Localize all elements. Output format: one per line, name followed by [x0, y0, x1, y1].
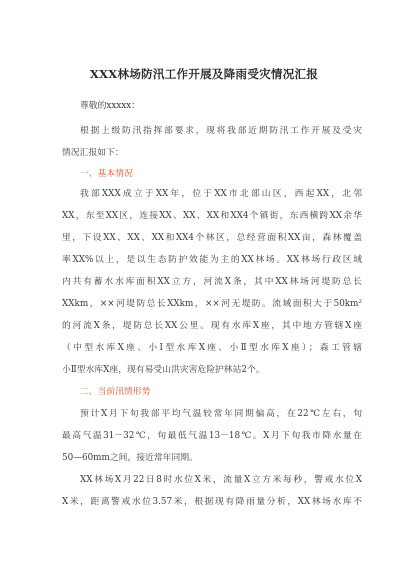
greeting: 尊敬的xxxxx： [80, 101, 140, 111]
paragraph-line: XX林场X月22日8时水位X米，流量X立方米每秒，警戒水位X [80, 475, 362, 485]
paragraph-line: 率XX%以上，是以生态防护效能为主的XX林场。XX林场行政区域 [62, 255, 362, 265]
paragraph-line: 50—60mm之间，接近常年同期。 [62, 453, 198, 463]
paragraph-line: 预计X月下旬我部平均气温较常年同期偏高，在22℃左右，旬 [80, 409, 362, 419]
section-heading-flood-situation: 二、当前汛情形势 [80, 387, 151, 397]
paragraph-line: 我部XXX成立于XX年，位于XX市北部山区，西起XX，北邻 [80, 189, 362, 199]
paragraph-line: 的河流X条，堤防总长XX公里。现有水库X座，其中地方管辖X座 [62, 321, 362, 331]
paragraph-line: XXkm，××河堤防总长XXkm，××河无堤防。流域面积大于50km² [62, 299, 362, 309]
paragraph-line: 最高气温31－32℃，旬最低气温13－18℃。X月下旬我市降水量在 [62, 431, 362, 441]
paragraph-line: 里，下设XX、XX、XX和XX4个林区，总经营面积XX亩，森林覆盖 [62, 233, 362, 243]
intro-line: 根据上级防汛指挥部要求，现将我部近期防汛工作开展及受灾 [80, 126, 362, 136]
paragraph-line: 小Ⅱ型水库X座，现有易受山洪灾害危险护林站2个。 [62, 365, 265, 375]
paragraph-line: （中型水库X座、小Ⅰ型水库X座、小Ⅱ型水库X座）；森工管辖 [62, 343, 362, 353]
paragraph-line: X米，距离警戒水位3.57米，根据现有降雨量分析，XX林场水库不 [62, 497, 362, 507]
paragraph-line: 内共有蓄水水库面积XX立方，河流X条，其中XX林场河堤防总长 [62, 277, 362, 287]
section-heading-basic-info: 一、基本情况 [80, 169, 133, 179]
intro-line: 情况汇报如下： [62, 148, 124, 158]
document-title: XXX林场防汛工作开展及降雨受灾情况汇报 [89, 67, 319, 81]
paragraph-line: XX，东至XX区，连接XX、XX、XX和XX4个镇街，东西横跨XX余华 [62, 211, 362, 221]
